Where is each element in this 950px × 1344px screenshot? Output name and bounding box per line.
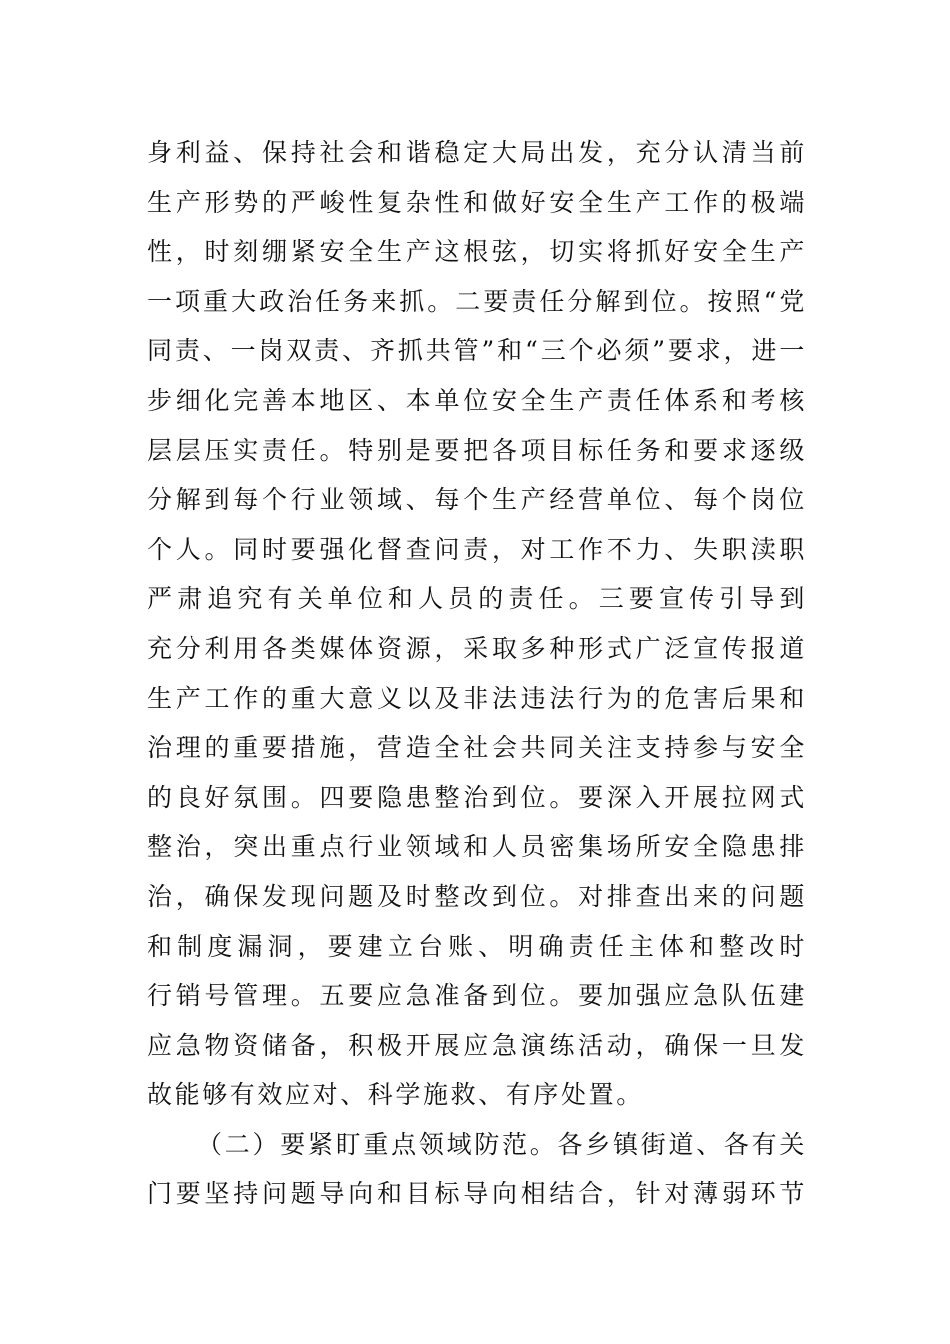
text-line: 生产形势的严峻性复杂性和做好安全生产工作的极端 bbox=[147, 187, 807, 217]
text-line: 的良好氛围。四要隐患整治到位。要深入开展拉网式 bbox=[147, 782, 807, 812]
text-line: 行销号管理。五要应急准备到位。要加强应急队伍建 bbox=[147, 981, 807, 1011]
text-line: 整治，突出重点行业领域和人员密集场所安全隐患排 bbox=[147, 832, 807, 862]
text-line-paragraph-end: 故能够有效应对、科学施救、有序处置。 bbox=[147, 1080, 644, 1110]
text-line: 充分利用各类媒体资源，采取多种形式广泛宣传报道 bbox=[147, 633, 807, 663]
text-line: 同责、一岗双责、齐抓共管”和“三个必须”要求，进一 bbox=[147, 336, 807, 366]
text-line-section-heading: （二）要紧盯重点领域防范。各乡镇街道、各有关 bbox=[197, 1129, 807, 1159]
text-line: 和制度漏洞，要建立台账、明确责任主体和整改时 bbox=[147, 931, 807, 961]
text-line: 应急物资储备，积极开展应急演练活动，确保一旦发 bbox=[147, 1030, 807, 1060]
text-line: 严肃追究有关单位和人员的责任。三要宣传引导到 bbox=[147, 584, 807, 614]
text-line: 层层压实责任。特别是要把各项目标任务和要求逐级 bbox=[147, 435, 807, 465]
text-line: 治，确保发现问题及时整改到位。对排查出来的问题 bbox=[147, 881, 807, 911]
text-line: 性，时刻绷紧安全生产这根弦，切实将抓好安全生产 bbox=[147, 237, 807, 267]
text-line: 门要坚持问题导向和目标导向相结合，针对薄弱环节 bbox=[147, 1179, 807, 1209]
text-line: 一项重大政治任务来抓。二要责任分解到位。按照“党 bbox=[147, 286, 807, 316]
text-line: 生产工作的重大意义以及非法违法行为的危害后果和 bbox=[147, 683, 807, 713]
text-line: 分解到每个行业领域、每个生产经营单位、每个岗位 bbox=[147, 485, 807, 515]
text-line: 治理的重要措施，营造全社会共同关注支持参与安全 bbox=[147, 733, 807, 763]
body-text bbox=[147, 128, 807, 1219]
text-line: 个人。同时要强化督查问责，对工作不力、失职渎职 bbox=[147, 534, 807, 564]
text-line: 步细化完善本地区、本单位安全生产责任体系和考核 bbox=[147, 385, 807, 415]
text-line: 身利益、保持社会和谐稳定大局出发，充分认清当前 bbox=[147, 138, 807, 167]
